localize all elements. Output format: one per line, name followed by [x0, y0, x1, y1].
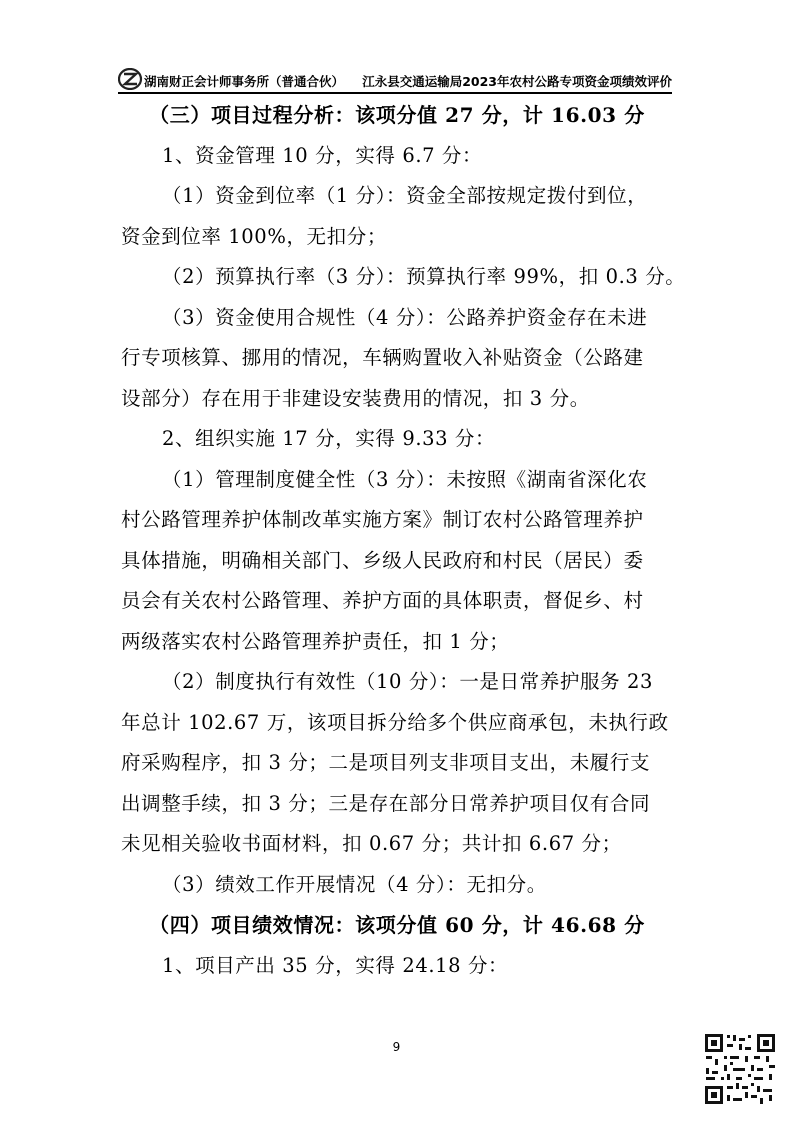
paragraph-line: 具体措施，明确相关部门、乡级人民政府和村民（居民）委: [121, 548, 644, 572]
paragraph-line: 行专项核算、挪用的情况，车辆购置收入补贴资金（公路建: [121, 346, 644, 369]
paragraph-line: （1）管理制度健全性（3 分）：未按照《湖南省深化农: [162, 467, 648, 491]
paragraph-line: 2、组织实施 17 分，实得 9.33 分：: [162, 427, 496, 450]
paragraph-line: 设部分）存在用于非建设安装费用的情况，扣 3 分。: [121, 386, 590, 410]
paragraph-line: 1、项目产出 35 分，实得 24.18 分：: [162, 953, 509, 977]
paragraph-line: 资金到位率 100%，无扣分；: [121, 224, 387, 248]
page-header: [118, 66, 672, 94]
paragraph-line: （3）资金使用合规性（4 分）：公路养护资金存在未进: [162, 305, 648, 329]
document-body: [121, 95, 686, 986]
paragraph-line: 未见相关验收书面材料，扣 0.67 分；共计扣 6.67 分；: [121, 832, 622, 855]
paragraph-line: （1）资金到位率（1 分）：资金全部按规定拨付到位，: [162, 184, 648, 207]
paragraph-line: 府采购程序，扣 3 分；二是项目列支非项目支出，未履行支: [121, 751, 651, 774]
document-title: 江永县交通运输局2023年农村公路专项资金项绩效评价: [362, 74, 672, 89]
section-heading: （三）项目过程分析：该项分值 27 分，计 16.03 分: [149, 103, 645, 127]
paragraph-line: （2）制度执行有效性（10 分）：一是日常养护服务 23: [162, 670, 653, 693]
firm-logo-icon: [118, 68, 146, 90]
firm-name: 湖南财正会计师事务所（普通合伙）: [144, 74, 345, 89]
paragraph-line: 1、资金管理 10 分，实得 6.7 分：: [162, 143, 483, 167]
qr-code-icon: [703, 1032, 777, 1106]
paragraph-line: 员会有关农村公路管理、养护方面的具体职责，督促乡、村: [121, 589, 644, 612]
paragraph-line: 两级落实农村公路管理养护责任，扣 1 分；: [121, 629, 510, 653]
paragraph-line: 村公路管理养护体制改革实施方案》制订农村公路管理养护: [121, 508, 644, 531]
paragraph-line: 出调整手续，扣 3 分；三是存在部分日常养护项目仅有合同: [121, 791, 651, 815]
section-heading: （四）项目绩效情况：该项分值 60 分，计 46.68 分: [149, 913, 645, 937]
paragraph-line: 年总计 102.67 万，该项目拆分给多个供应商承包，未执行政: [121, 710, 669, 734]
paragraph-line: （2）预算执行率（3 分）：预算执行率 99%，扣 0.3 分。: [162, 265, 686, 288]
page-number: 9: [392, 1040, 401, 1054]
paragraph-line: （3）绩效工作开展情况（4 分）：无扣分。: [162, 872, 547, 896]
